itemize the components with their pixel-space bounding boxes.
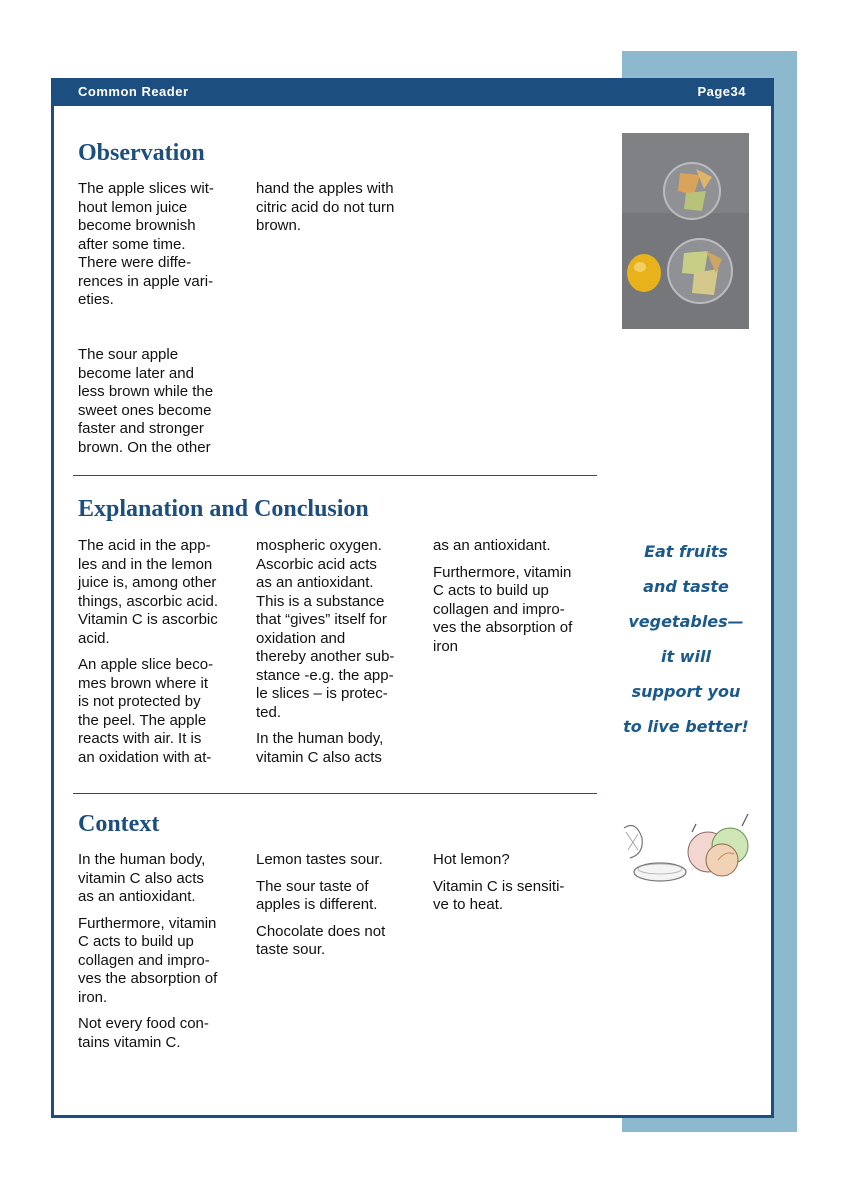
observation-column-2 xyxy=(256,180,424,244)
context-column-2 xyxy=(256,851,424,968)
apple-slices-photo xyxy=(622,133,749,329)
page-number: Page34 xyxy=(697,84,746,99)
explanation-column-3 xyxy=(433,537,603,664)
explanation-paragraph: as an antioxidant. xyxy=(433,537,551,554)
context-heading: Context xyxy=(78,811,160,837)
context-paragraph: The sour taste of apples is different. xyxy=(256,877,378,913)
quote-line: to live better! xyxy=(623,717,749,736)
quote-line: vegetables— xyxy=(628,612,744,631)
explanation-paragraph: The acid in the app- les and in the lemon juice is, among other things, ascorbic acid. Vitamin C is ascorbic acid. xyxy=(78,537,219,647)
context-column-3 xyxy=(433,851,601,923)
observation-paragraph: The apple slices wit- hout lemon juice become brownish after some time. There were diffe- rences in apple vari- eties. xyxy=(78,180,214,308)
context-paragraph: Hot lemon? xyxy=(433,851,510,868)
observation-heading: Observation xyxy=(78,140,205,166)
section-divider xyxy=(73,475,597,476)
quote-line: support you xyxy=(631,682,741,701)
section-divider xyxy=(73,793,597,794)
fruit-sketch-illustration xyxy=(622,810,752,890)
context-paragraph: Furthermore, vitamin C acts to build up collagen and impro- ves the absorption of iron. xyxy=(78,914,218,1006)
explanation-paragraph: In the human body, vitamin C also acts xyxy=(256,730,384,766)
explanation-paragraph: mospheric oxygen. Ascorbic acid acts as an antioxidant. This is a substance that “gives” itself for oxidation and thereby another sub- stance -e.g. the app- le slices – is protec- ted. xyxy=(256,537,395,721)
explanation-column-1 xyxy=(78,537,246,775)
quote-line: and taste xyxy=(643,577,729,596)
explanation-heading: Explanation and Conclusion xyxy=(78,496,369,522)
observation-column-1 xyxy=(78,180,246,318)
context-paragraph: Chocolate does not taste sour. xyxy=(256,922,386,958)
quote-line: Eat fruits xyxy=(644,542,728,561)
context-paragraph: In the human body, vitamin C also acts as an antioxidant. xyxy=(78,851,206,905)
observation-paragraph: The sour apple become later and less brown while the sweet ones become faster and stronger brown. On the other xyxy=(78,346,214,456)
quote-line: it will xyxy=(661,647,711,666)
context-paragraph: Lemon tastes sour. xyxy=(256,851,383,868)
context-paragraph: Not every food con- tains vitamin C. xyxy=(78,1015,209,1051)
explanation-paragraph: Furthermore, vitamin C acts to build up collagen and impro- ves the absorption of iron xyxy=(433,563,573,655)
observation-column-1b xyxy=(78,346,246,465)
context-paragraph: Vitamin C is sensiti- ve to heat. xyxy=(433,877,565,913)
explanation-column-2 xyxy=(256,537,424,775)
running-title: Common Reader xyxy=(78,84,189,99)
observation-paragraph: hand the apples with citric acid do not turn brown. xyxy=(256,180,395,234)
sidebar-quote xyxy=(622,534,750,744)
header-bar xyxy=(51,78,774,106)
explanation-paragraph: An apple slice beco- mes brown where it is not protected by the peel. The apple reacts with air. It is an oxidation with at- xyxy=(78,656,214,766)
context-column-1 xyxy=(78,851,246,1060)
